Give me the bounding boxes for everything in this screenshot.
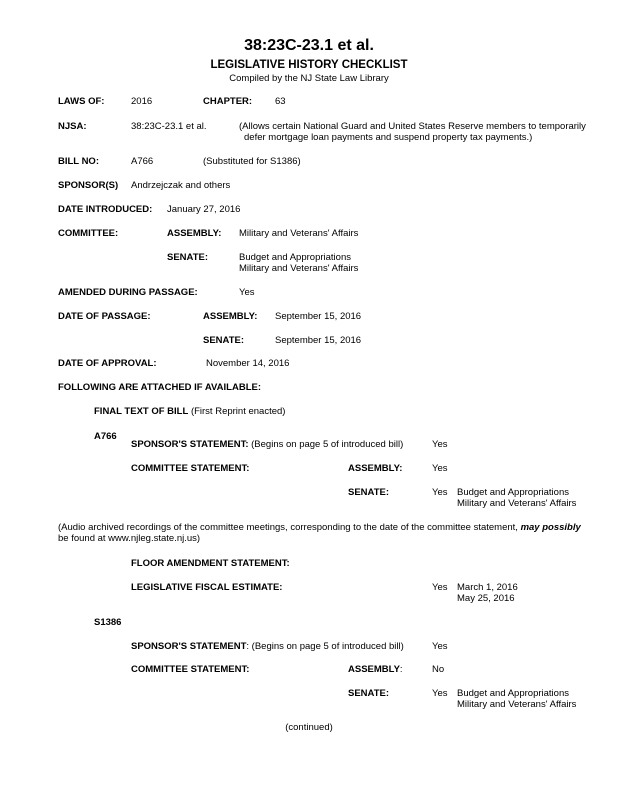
s1386-assembly-value: No: [432, 664, 445, 675]
passage-assembly-label: ASSEMBLY:: [203, 311, 258, 322]
njsa-value: 38:23C-23.1 et al.: [131, 121, 207, 132]
floor-amendment-label: FLOOR AMENDMENT STATEMENT:: [131, 558, 290, 569]
s1386-senate-committee-1: Budget and Appropriations: [457, 688, 569, 699]
s1386-sponsor-statement-note: : (Begins on page 5 of introduced bill): [246, 641, 404, 652]
a766-assembly-label: ASSEMBLY:: [348, 463, 403, 474]
a766-sponsor-statement-value: Yes: [432, 439, 448, 450]
s1386-assembly-label: ASSEMBLY: [348, 664, 400, 675]
a766-senate-value: Yes: [432, 487, 448, 498]
njsa-description-line2: defer mortgage loan payments and suspend property tax payments.): [244, 132, 533, 143]
s1386-sponsor-statement-value: Yes: [432, 641, 448, 652]
a766-committee-statement-label: COMMITTEE STATEMENT:: [131, 463, 250, 474]
fiscal-estimate-value: Yes: [432, 582, 448, 593]
date-introduced-label: DATE INTRODUCED:: [58, 204, 153, 215]
date-of-approval-value: November 14, 2016: [206, 358, 290, 369]
bill-s1386-heading: S1386: [94, 617, 122, 628]
audio-note-text: (Audio archived recordings of the committee meetings, corresponding to the date of the committee statement,: [58, 522, 518, 533]
final-text-row: [94, 406, 285, 417]
a766-sponsor-statement-label: SPONSOR'S STATEMENT:: [131, 439, 249, 450]
s1386-sponsor-statement-row: [131, 641, 404, 652]
sponsors-value: Andrzejczak and others: [131, 180, 231, 191]
s1386-assembly-colon: :: [399, 664, 403, 675]
chapter-label: CHAPTER:: [203, 96, 253, 107]
s1386-sponsor-statement-label: SPONSOR'S STATEMENT: [131, 641, 247, 652]
s1386-senate-committee-2: Military and Veterans' Affairs: [457, 699, 577, 710]
passage-senate-label: SENATE:: [203, 335, 244, 346]
date-of-approval-label: DATE OF APPROVAL:: [58, 358, 157, 369]
njsa-description-line1: (Allows certain National Guard and United States Reserve members to temporarily: [239, 121, 586, 132]
final-text-note: (First Reprint enacted): [190, 406, 286, 417]
passage-senate-value: September 15, 2016: [275, 335, 362, 346]
compiled-by: Compiled by the NJ State Law Library: [229, 73, 389, 84]
fiscal-estimate-date-1: March 1, 2016: [457, 582, 518, 593]
date-introduced-value: January 27, 2016: [167, 204, 241, 215]
a766-senate-committee-1: Budget and Appropriations: [457, 487, 569, 498]
page-title: 38:23C-23.1 et al.: [244, 37, 374, 54]
committee-senate-value-2: Military and Veterans' Affairs: [239, 263, 359, 274]
s1386-assembly-row: [348, 664, 403, 675]
s1386-senate-label: SENATE:: [348, 688, 389, 699]
bill-no-value: A766: [131, 156, 154, 167]
fiscal-estimate-date-2: May 25, 2016: [457, 593, 515, 604]
page-subtitle: LEGISLATIVE HISTORY CHECKLIST: [210, 59, 408, 71]
s1386-senate-value: Yes: [432, 688, 448, 699]
continued-note: (continued): [285, 722, 333, 733]
audio-note-emphasis: may possibly: [520, 522, 581, 533]
bill-a766-heading: A766: [94, 431, 117, 442]
audio-note-line2: be found at www.njleg.state.nj.us): [58, 533, 201, 544]
passage-assembly-value: September 15, 2016: [275, 311, 362, 322]
committee-label: COMMITTEE:: [58, 228, 119, 239]
a766-assembly-value: Yes: [432, 463, 448, 474]
a766-sponsor-statement-note: (Begins on page 5 of introduced bill): [251, 439, 404, 450]
a766-sponsor-statement-row: [131, 439, 403, 450]
fiscal-estimate-label: LEGISLATIVE FISCAL ESTIMATE:: [131, 582, 283, 593]
bill-no-label: BILL NO:: [58, 156, 99, 167]
final-text-label: FINAL TEXT OF BILL: [94, 406, 189, 417]
njsa-label: NJSA:: [58, 121, 87, 132]
laws-of-value: 2016: [131, 96, 153, 107]
laws-of-label: LAWS OF:: [58, 96, 105, 107]
committee-senate-value-1: Budget and Appropriations: [239, 252, 351, 263]
s1386-committee-statement-label: COMMITTEE STATEMENT:: [131, 664, 250, 675]
chapter-value: 63: [275, 96, 286, 107]
attached-heading: FOLLOWING ARE ATTACHED IF AVAILABLE:: [58, 382, 261, 393]
amended-label: AMENDED DURING PASSAGE:: [58, 287, 198, 298]
committee-assembly-label: ASSEMBLY:: [167, 228, 222, 239]
sponsors-label: SPONSOR(S): [58, 180, 119, 191]
committee-assembly-value: Military and Veterans' Affairs: [239, 228, 359, 239]
a766-senate-committee-2: Military and Veterans' Affairs: [457, 498, 577, 509]
committee-senate-label: SENATE:: [167, 252, 208, 263]
amended-value: Yes: [239, 287, 255, 298]
a766-senate-label: SENATE:: [348, 487, 389, 498]
audio-note-line1: [58, 522, 581, 533]
bill-substitution-note: (Substituted for S1386): [203, 156, 301, 167]
date-of-passage-label: DATE OF PASSAGE:: [58, 311, 151, 322]
